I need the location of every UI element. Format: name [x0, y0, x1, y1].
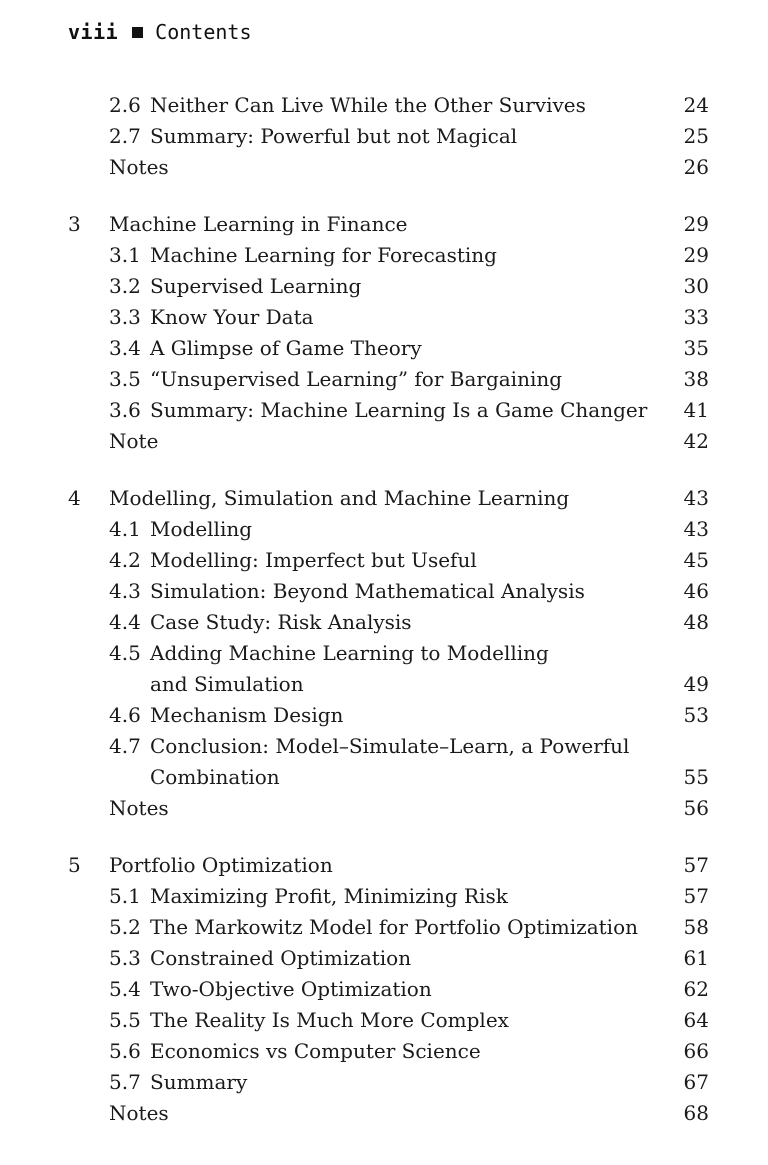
- toc-page-number: 62: [683, 977, 709, 1001]
- toc-chapter-row: [0, 209, 768, 240]
- toc-title: Simulation: Beyond Mathematical Analysis: [150, 579, 585, 603]
- toc-page-number: 42: [683, 429, 709, 453]
- square-bullet-icon: [132, 27, 143, 38]
- toc-title: Note: [109, 429, 159, 453]
- toc-page-number: 57: [683, 884, 709, 908]
- toc-page-number: 30: [683, 274, 709, 298]
- toc-page-number: 38: [683, 367, 709, 391]
- toc-title: Two-Objective Optimization: [150, 977, 432, 1001]
- toc-title: Conclusion: Model–Simulate–Learn, a Powerful: [150, 734, 630, 758]
- toc-page-number: 66: [683, 1039, 709, 1063]
- toc-title: Combination: [150, 765, 280, 789]
- running-header: [68, 20, 252, 44]
- toc-page-number: 43: [683, 517, 709, 541]
- toc-number: 5.7: [109, 1070, 141, 1094]
- toc-title: “Unsupervised Learning” for Bargaining: [150, 367, 563, 391]
- toc-page-number: 24: [683, 93, 709, 117]
- toc-section-row: [0, 545, 768, 576]
- toc-section-row: [0, 881, 768, 912]
- toc-section-row: [0, 302, 768, 333]
- toc-page-number: 57: [683, 853, 709, 877]
- toc-title: Modelling: Imperfect but Useful: [150, 548, 477, 572]
- toc-section-row: [0, 364, 768, 395]
- toc-section-row: [0, 607, 768, 638]
- toc-title: Summary: [150, 1070, 248, 1094]
- toc-page-number: 64: [683, 1008, 709, 1032]
- toc-continuation-row: [0, 762, 768, 793]
- toc-page-number: 25: [683, 124, 709, 148]
- toc-number: 5.6: [109, 1039, 141, 1063]
- toc-page-number: 43: [683, 486, 709, 510]
- toc-notes-row: [0, 1098, 768, 1129]
- toc-title: Know Your Data: [150, 305, 314, 329]
- toc-section-row: [0, 1036, 768, 1067]
- toc-page-number: 61: [683, 946, 709, 970]
- toc-section-row: [0, 943, 768, 974]
- toc-title: The Reality Is Much More Complex: [150, 1008, 509, 1032]
- toc-chapter-row: [0, 850, 768, 881]
- toc-title: Case Study: Risk Analysis: [150, 610, 412, 634]
- toc-number: 4.6: [109, 703, 141, 727]
- toc-section-row: [0, 731, 768, 762]
- toc-number: 2.6: [109, 93, 141, 117]
- toc-title: Portfolio Optimization: [109, 853, 333, 877]
- toc-page-number: 41: [683, 398, 709, 422]
- toc-title: Notes: [109, 155, 169, 179]
- toc-title: Neither Can Live While the Other Survives: [150, 93, 586, 117]
- toc-number: 4: [68, 486, 81, 510]
- toc-number: 5: [68, 853, 81, 877]
- toc-notes-row: [0, 426, 768, 457]
- toc-number: 4.3: [109, 579, 141, 603]
- running-title: Contents: [155, 20, 252, 44]
- toc-page-number: 29: [683, 243, 709, 267]
- toc-number: 3.2: [109, 274, 141, 298]
- toc-title: Supervised Learning: [150, 274, 362, 298]
- toc-page-number: 67: [683, 1070, 709, 1094]
- toc-section-row: [0, 1067, 768, 1098]
- toc-page-number: 56: [683, 796, 709, 820]
- toc-title: Economics vs Computer Science: [150, 1039, 481, 1063]
- toc-number: 3.5: [109, 367, 141, 391]
- toc-chapter-row: [0, 483, 768, 514]
- toc-page-number: 58: [683, 915, 709, 939]
- toc-section-row: [0, 333, 768, 364]
- toc-page-number: 33: [683, 305, 709, 329]
- toc-page-number: 26: [683, 155, 709, 179]
- toc-section-row: [0, 576, 768, 607]
- toc-page-number: 46: [683, 579, 709, 603]
- toc-number: 3.3: [109, 305, 141, 329]
- toc-title: Summary: Machine Learning Is a Game Changer: [150, 398, 648, 422]
- toc-section-row: [0, 1005, 768, 1036]
- toc-number: 4.1: [109, 517, 141, 541]
- toc-page-number: 48: [683, 610, 709, 634]
- toc-continuation-row: [0, 669, 768, 700]
- toc-title: Adding Machine Learning to Modelling: [150, 641, 549, 665]
- toc-page-number: 35: [683, 336, 709, 360]
- toc-number: 5.5: [109, 1008, 141, 1032]
- toc-page-number: 45: [683, 548, 709, 572]
- toc-title: Summary: Powerful but not Magical: [150, 124, 518, 148]
- toc-title: Constrained Optimization: [150, 946, 412, 970]
- toc-title: Maximizing Profit, Minimizing Risk: [150, 884, 508, 908]
- toc-section-row: [0, 121, 768, 152]
- toc-number: 5.1: [109, 884, 141, 908]
- toc-section-row: [0, 240, 768, 271]
- toc-number: 5.2: [109, 915, 141, 939]
- toc-number: 4.4: [109, 610, 141, 634]
- toc-title: Modelling, Simulation and Machine Learning: [109, 486, 570, 510]
- toc-title: Mechanism Design: [150, 703, 344, 727]
- toc-section-row: [0, 700, 768, 731]
- toc-number: 3: [68, 212, 81, 236]
- toc-number: 4.2: [109, 548, 141, 572]
- toc-title: Notes: [109, 796, 169, 820]
- toc-page-number: 29: [683, 212, 709, 236]
- toc-title: A Glimpse of Game Theory: [150, 336, 422, 360]
- toc-page-number: 49: [683, 672, 709, 696]
- toc-title: Notes: [109, 1101, 169, 1125]
- toc-number: 5.4: [109, 977, 141, 1001]
- toc-number: 3.6: [109, 398, 141, 422]
- toc-page-number: 68: [683, 1101, 709, 1125]
- toc-section-row: [0, 514, 768, 545]
- toc-section-row: [0, 912, 768, 943]
- toc-number: 3.1: [109, 243, 141, 267]
- toc-title: Machine Learning for Forecasting: [150, 243, 497, 267]
- toc-section-row: [0, 395, 768, 426]
- toc-notes-row: [0, 793, 768, 824]
- toc-number: 4.7: [109, 734, 141, 758]
- toc-title: Machine Learning in Finance: [109, 212, 408, 236]
- toc-title: and Simulation: [150, 672, 304, 696]
- toc-section-row: [0, 638, 768, 669]
- toc-section-row: [0, 271, 768, 302]
- toc-number: 5.3: [109, 946, 141, 970]
- toc-title: The Markowitz Model for Portfolio Optimization: [150, 915, 638, 939]
- toc-page-number: 53: [683, 703, 709, 727]
- toc-number: 3.4: [109, 336, 141, 360]
- toc-number: 2.7: [109, 124, 141, 148]
- toc-number: 4.5: [109, 641, 141, 665]
- toc-page-number: 55: [683, 765, 709, 789]
- page-folio: viii: [68, 20, 119, 44]
- toc-title: Modelling: [150, 517, 253, 541]
- toc-notes-row: [0, 152, 768, 183]
- toc-section-row: [0, 974, 768, 1005]
- toc-section-row: [0, 90, 768, 121]
